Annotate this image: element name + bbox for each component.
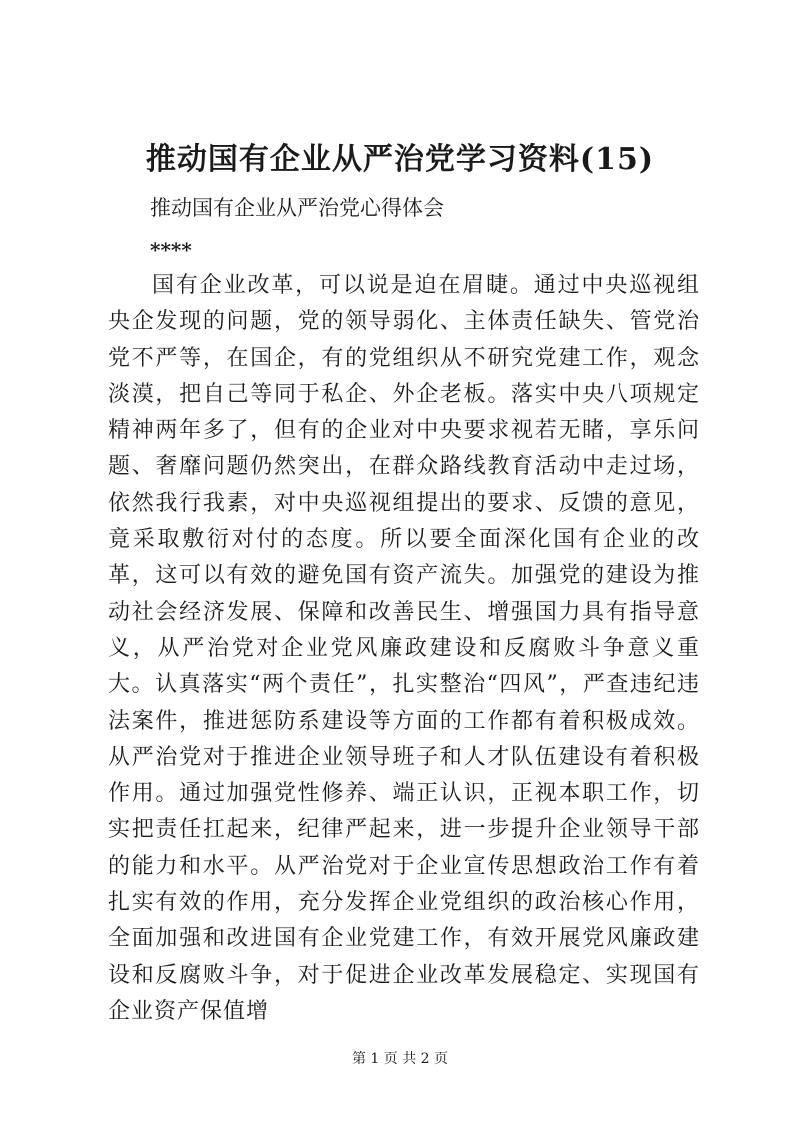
- page-footer: 第 1 页 共 2 页: [351, 1051, 449, 1067]
- document-subtitle: 推动国有企业从严治党心得体会: [150, 196, 444, 220]
- author-mask: ****: [150, 238, 192, 262]
- body-paragraph: 国有企业改革，可以说是迫在眉睫。通过中央巡视组央企发现的问题，党的领导弱化、主体责任缺失、管党治党不严等，在国企，有的党组织从不研究党建工作，观念淡漠，把自己等同于私企、外企老板。落实中央八项规定精神两年多了，但有的企业对中央要求视若无睹，享乐问题、奢靡问题仍然突出，在群众路线教育活动中走过场，依然我行我素，对中央巡视组提出的要求、反馈的意见，竟采取敷衍对付的态度。所以要全面深化国有企业的改革，这可以有效的避免国有资产流失。加强党的建设为推动社会经济发展、保障和改善民生、增强国力具有指导意义，从严治党对企业党风廉政建设和反腐败斗争意义重大。认真落实“两个责任”，扎实整治“四风”，严查违纪违法案件，推进惩防系建设等方面的工作都有着积极成效。从严治党对于推进企业领导班子和人才队伍建设有着积极作用。通过加强党性修养、端正认识，正视本职工作，切实把责任扛起来，纪律严起来，进一步提升企业领导干部的能力和水平。从严治党对于企业宣传思想政治工作有着扎实有效的作用，充分发挥企业党组织的政治核心作用，全面加强和改进国有企业党建工作，有效开展党风廉政建设和反腐败斗争，对于促进企业改革发展稳定、实现国有企业资产保值增: [108, 273, 700, 1024]
- document-title: 推动国有企业从严治党学习资料(15): [145, 142, 655, 177]
